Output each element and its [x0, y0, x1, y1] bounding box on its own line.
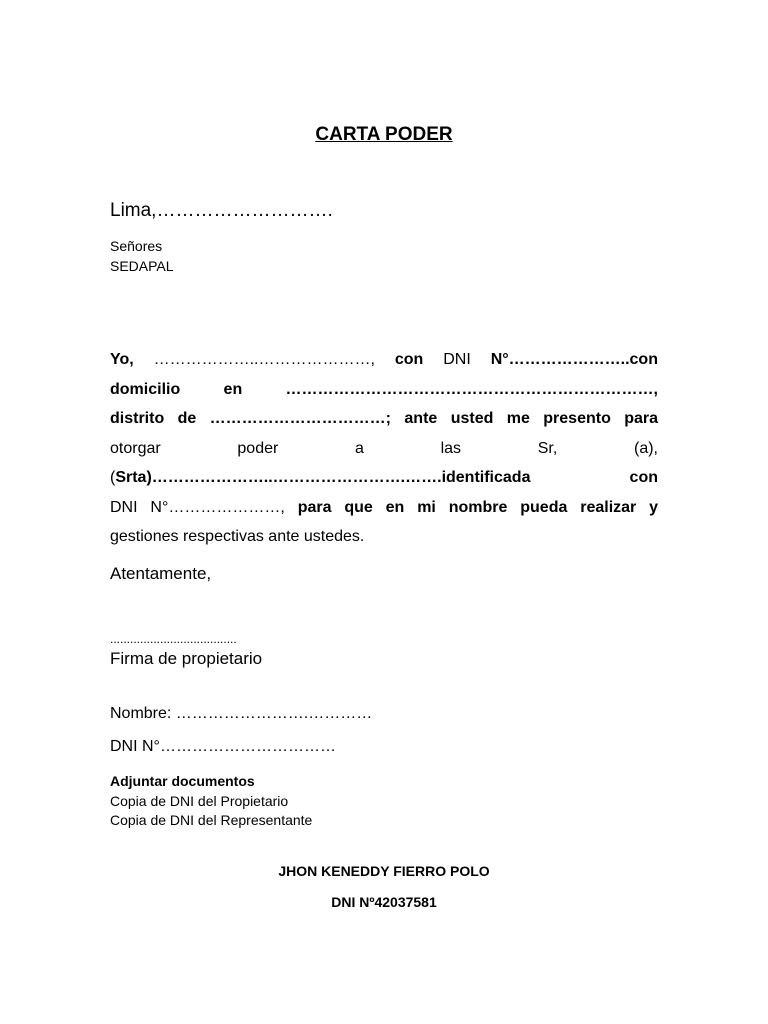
attachment-item: Copia de DNI del Propietario [110, 793, 289, 809]
body-line-4: otorgar poder a las Sr, (a), [110, 439, 658, 457]
recipient-line-1: Señores [110, 238, 163, 254]
place-date: Lima,………………………. [110, 200, 333, 221]
attachment-item: Copia de DNI del Representante [110, 812, 313, 828]
signature-line: ...................................... [110, 632, 237, 646]
recipient-line-2: SEDAPAL [110, 258, 174, 274]
letter-body [110, 345, 658, 552]
body-line-1: Yo, ………………..…………………, con DNI N°…………………..con [110, 351, 658, 368]
body-line-6: DNI N°…………………, para que en mi nombre pueda realizar y [110, 498, 659, 516]
body-line-2: domicilio en ……………………………………………………………, [110, 380, 658, 398]
signer-dni: DNI Nº42037581 [331, 894, 437, 910]
signature-label: Firma de propietario [110, 649, 263, 668]
attachments-title: Adjuntar documentos [110, 773, 255, 789]
body-line-3: distrito de ……………………………; ante usted me presento para [110, 410, 659, 427]
document-title: CARTA PODER [315, 124, 453, 145]
nombre-field: Nombre: …………………….………… [110, 705, 373, 722]
dni-field: DNI N°…………………………… [110, 738, 336, 755]
signer-name: JHON KENEDDY FIERRO POLO [278, 863, 490, 879]
body-line-5: (Srta)…………………..…………………….…….identificada con [110, 469, 658, 486]
body-line-7: gestiones respectivas ante ustedes. [110, 528, 365, 545]
closing: Atentamente, [110, 564, 212, 583]
